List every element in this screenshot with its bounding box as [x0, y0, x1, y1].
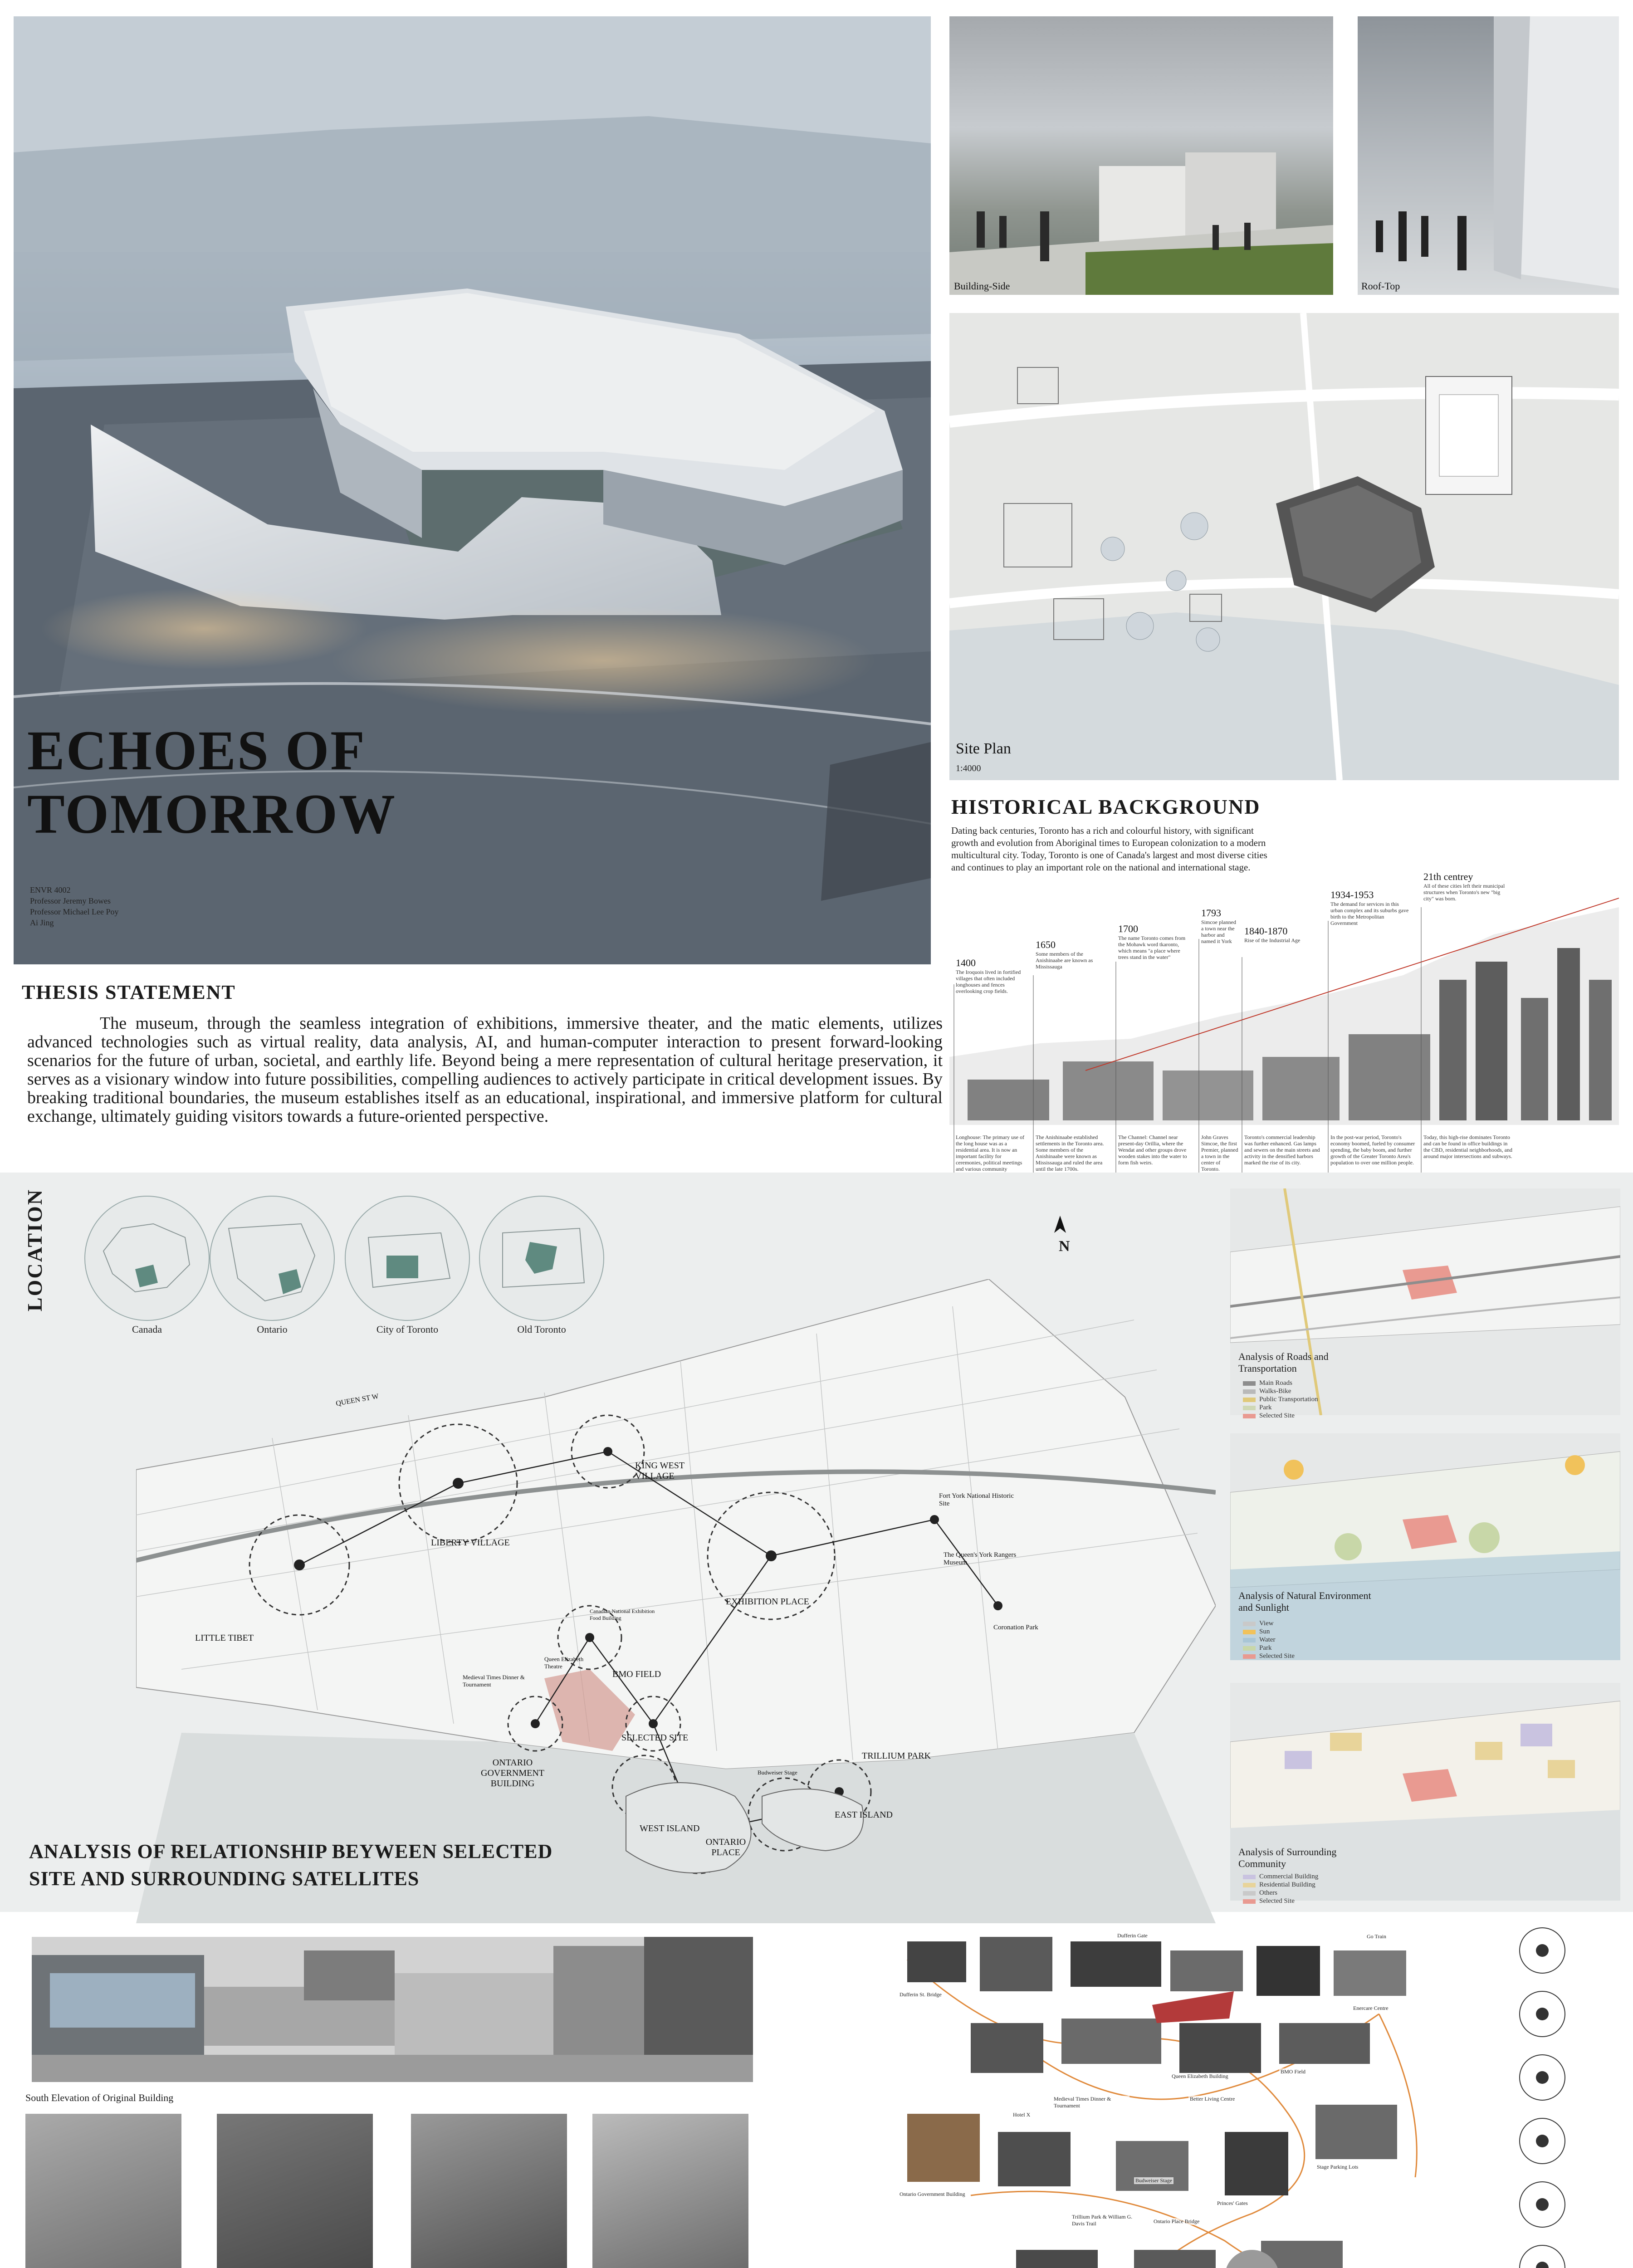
timeline-caption-1700: The name Toronto comes from the Mohawk word tkaronto, which means "a place where trees stand in the water" [1118, 935, 1186, 960]
place-little-tibet: LITTLE TIBET [195, 1633, 254, 1643]
timeline-year-21th: 21th centrey [1423, 871, 1473, 882]
legend-label: Residential Building [1259, 1881, 1315, 1888]
poi-coronation-park: Coronation Park [993, 1624, 1038, 1631]
south-elevation-collage [32, 1937, 753, 2082]
timeline-year-1650: 1650 [1036, 939, 1056, 950]
site-plan-illustration [949, 313, 1619, 780]
rc-label-bmo-field: BMO Field [1279, 2068, 1307, 2075]
legend-swatch [1243, 1638, 1256, 1642]
rc-label-princes-gates: Princes' Gates [1216, 2200, 1249, 2207]
timeline-year-1700: 1700 [1118, 923, 1138, 934]
timeline-desc-1700: The Channel: Channel near present-day Orillia, where the Wendat and other groups drove wooden stakes into the water to form fish weirs. [1118, 1134, 1187, 1166]
relationship-analysis-title: ANALYSIS OF RELATIONSHIP BEYWEEN SELECTED SITE AND SURROUNDING SATELLITES [29, 1840, 553, 1890]
legend-label: Main Roads [1259, 1379, 1292, 1387]
north-arrow [1053, 1216, 1070, 1255]
waste-photo [592, 2114, 748, 2268]
professor-2: Professor Michael Lee Poy [30, 907, 119, 916]
timeline-caption-1840: Rise of the Industrial Age [1244, 937, 1301, 943]
legend-label: Water [1259, 1636, 1276, 1643]
timeline-desc-1650: The Anishinaabe established settlements in the Toronto area. Some members of the Anishinaabe were known as Mississauga and ruled the area until the late 1700s. [1036, 1134, 1104, 1172]
place-ontario-government-building: ONTARIO GOVERNMENT BUILDING [481, 1758, 544, 1789]
place-bmo-field: BMO FIELD [612, 1669, 661, 1679]
legend-swatch [1243, 1899, 1256, 1904]
roof-top-render [1358, 16, 1619, 295]
legend-swatch [1243, 1622, 1256, 1626]
timeline-desc-1400: Longhouse: The primary use of the long house was as a residential area. It is now an important facility for ceremonies, political meetings and various community [956, 1134, 1025, 1172]
historical-background-title: HISTORICAL BACKGROUND [951, 795, 1261, 818]
poi-queen-elizabeth-theatre: Queen Elizabeth Theatre [544, 1656, 584, 1670]
legend-swatch [1243, 1630, 1256, 1634]
rc-label-enercare-centre: Enercare Centre [1352, 2005, 1390, 2012]
satellites-relationship-map [136, 1279, 1216, 1923]
timeline-desc-1934: In the post-war period, Toronto's economy boomed, fueled by consumer spending, the baby boom, and further growth of the Greater Toronto Area's population to over one million people. [1330, 1134, 1415, 1166]
place-king-west-village: KING WEST VILLAGE [635, 1461, 684, 1481]
roof-top-illustration [1358, 16, 1619, 295]
legend-swatch [1243, 1646, 1256, 1651]
legend-swatch [1243, 1883, 1256, 1887]
timeline-year-1840: 1840-1870 [1244, 925, 1288, 937]
rc-label-go-train: Go Train [1365, 1933, 1388, 1940]
legend-swatch [1243, 1389, 1256, 1394]
timeline-caption-1934: The demand for services in this urban complex and its suburbs gave birth to the Metropolitan Government [1330, 901, 1409, 926]
course-code: ENVR 4002 [30, 885, 71, 894]
legend-label: Public Transportation [1259, 1396, 1318, 1403]
north-label: N [1059, 1238, 1070, 1255]
rc-label-trillium-park: Trillium Park & William G. Davis Trail [1071, 2214, 1148, 2227]
environment-analysis-title: Analysis of Natural Environment and Sunlight [1238, 1590, 1371, 1613]
project-credits [30, 885, 118, 928]
location-title: LOCATION [23, 1188, 46, 1312]
legend-label: Sun [1259, 1628, 1270, 1635]
legend-label: Commercial Building [1259, 1873, 1319, 1880]
history-timeline [949, 844, 1619, 1198]
timeline-year-1400: 1400 [956, 957, 976, 968]
thesis-statement-title: THESIS STATEMENT [22, 981, 236, 1003]
place-liberty-village: LIBERTY VILLAGE [431, 1538, 510, 1548]
roof-top-label: Roof-Top [1361, 280, 1400, 292]
rc-label-ontario-place-bridge: Ontario Place Bridge [1152, 2218, 1201, 2225]
environment-analysis-legend [1243, 1619, 1295, 1660]
urban-decay-photo [25, 2114, 181, 2268]
legend-swatch [1243, 1406, 1256, 1410]
legend-swatch [1243, 1875, 1256, 1879]
timeline-caption-21th: All of these cities left their municipal structures when Toronto's new "big city" was born. [1423, 883, 1505, 902]
place-exhibition-place: EXHIBITION PLACE [726, 1597, 809, 1607]
timeline-caption-1400: The Iroquois lived in fortified villages that often included longhouses and fences overlooking crop fields. [956, 969, 1021, 994]
place-trillium-park: TRILLIUM PARK [862, 1751, 931, 1761]
legend-label: Others [1259, 1889, 1277, 1897]
rc-label-budweiser-stage: Budweiser Stage [1134, 2177, 1173, 2184]
building-side-illustration [949, 16, 1333, 295]
isolated-photo [217, 2114, 373, 2268]
poi-medieval-times: Medieval Times Dinner & Tournament [463, 1674, 525, 1688]
rc-label-queen-elizabeth-building: Queen Elizabeth Building [1170, 2073, 1230, 2080]
timeline-desc-21th: Today, this high-rise dominates Toronto and can be found in office buildings in the CBD, residential neighborhoods, and around major intersections and subways. [1423, 1134, 1512, 1159]
timeline-caption-1793: Simcoe planned a town near the harbor and named it York [1201, 919, 1236, 944]
legend-swatch [1243, 1891, 1256, 1896]
legend-label: Park [1259, 1404, 1272, 1411]
author-name: Ai Jing [30, 918, 54, 927]
poi-budweiser-stage: Budweiser Stage [758, 1769, 797, 1776]
rc-label-ontario-government-building: Ontario Government Building [898, 2191, 967, 2198]
legend-label: View [1259, 1620, 1274, 1627]
timeline-desc-1793: John Graves Simcoe, the first Premier, planned a town in the center of Toronto. [1201, 1134, 1238, 1172]
city-of-toronto-label: City of Toronto [376, 1324, 439, 1335]
place-west-island: WEST ISLAND [640, 1823, 700, 1833]
street-label-queen: QUEEN ST W [335, 1392, 380, 1408]
legend-label: Selected Site [1259, 1652, 1295, 1660]
legend-label: Selected Site [1259, 1412, 1295, 1419]
north-arrow-icon [1053, 1216, 1067, 1234]
historical-background-text: Dating back centuries, Toronto has a rich and colourful history, with significant growth and evolution from Aboriginal times to European colonization to a modern multicultural city. Today, Toronto is one of Canada's largest and most diverse cities and continues to play an important role on the national and international stage. [951, 825, 1267, 873]
roads-analysis-title: Analysis of Roads and Transportation [1238, 1351, 1329, 1374]
community-analysis-title: Analysis of Surrounding Community [1238, 1846, 1337, 1869]
regional-culture-collage [880, 1923, 1624, 2268]
rc-label-medieval-times: Medieval Times Dinner & Tournament [1052, 2096, 1129, 2109]
poi-queens-york-rangers: The Queen's York Rangers Museum [944, 1551, 1017, 1566]
rc-label-stage-parking: Stage Parking Lots [1315, 2164, 1359, 2170]
ontario-label: Ontario [257, 1324, 288, 1335]
building-side-label: Building-Side [954, 280, 1010, 292]
place-selected-site: SELECTED SITE [621, 1733, 689, 1743]
timeline-caption-1650: Some members of the Anishinaabe are known as Mississauga [1036, 951, 1093, 970]
timeline-desc-1840: Toronto's commercial leadership was further enhanced. Gas lamps and sewers on the main streets and activity in the densified harbors marked the rise of its city. [1244, 1134, 1320, 1166]
legend-label: Walks-Bike [1259, 1388, 1291, 1395]
legend-swatch [1243, 1654, 1256, 1659]
thesis-statement-text: The museum, through the seamless integration of exhibitions, immersive theater, and the matic elements, utilizes advanced technologies such as virtual reality, data analysis, AI, and human-computer interaction to present forward-looking scenarios for the future of urban, societal, and earthly life. Beyond being a mere representation of cultural heritage preservation, it serves as a visionary window into future possibilities, compelling audiences to actively participate in critical development issues. By breaking traditional boundaries, the museum establishes itself as an educational, inspirational, and immersive platform for cultural exchange, ultimately guiding visitors towards a future-oriented perspective. [27, 1014, 943, 1126]
timeline-year-1793: 1793 [1201, 907, 1221, 919]
place-ontario-place: ONTARIO PLACE [705, 1837, 746, 1857]
site-plan-title: Site Plan [956, 740, 1011, 757]
rc-label-dufferin-bridge: Dufferin St. Bridge [898, 1991, 943, 1998]
rc-label-hotel-x: Hotel X [1012, 2112, 1032, 2118]
rc-label-dufferin-gate: Dufferin Gate [1116, 1932, 1149, 1939]
old-toronto-label: Old Toronto [517, 1324, 566, 1335]
place-east-island: EAST ISLAND [835, 1810, 893, 1820]
building-side-render [949, 16, 1333, 295]
chaos-photo [411, 2114, 567, 2268]
timeline-year-1934: 1934-1953 [1330, 889, 1374, 900]
site-plan-scale: 1:4000 [956, 763, 981, 773]
rc-label-better-living-centre: Better Living Centre [1188, 2096, 1236, 2102]
legend-swatch [1243, 1414, 1256, 1418]
legend-label: Park [1259, 1644, 1272, 1652]
roads-analysis-legend [1243, 1379, 1318, 1420]
site-plan-drawing [949, 313, 1619, 780]
poi-fort-york: Fort York National Historic Site [939, 1492, 1014, 1507]
south-elevation-label: South Elevation of Original Building [25, 2092, 174, 2103]
legend-swatch [1243, 1381, 1256, 1386]
legend-label: Selected Site [1259, 1897, 1295, 1905]
legend-swatch [1243, 1398, 1256, 1402]
professor-1: Professor Jeremy Bowes [30, 896, 111, 905]
poi-cne-food-building: Canadian National Exhibition Food Building [590, 1608, 655, 1621]
community-analysis-legend [1243, 1872, 1318, 1905]
project-title: ECHOES OF TOMORROW [27, 719, 396, 845]
canada-label: Canada [132, 1324, 162, 1335]
